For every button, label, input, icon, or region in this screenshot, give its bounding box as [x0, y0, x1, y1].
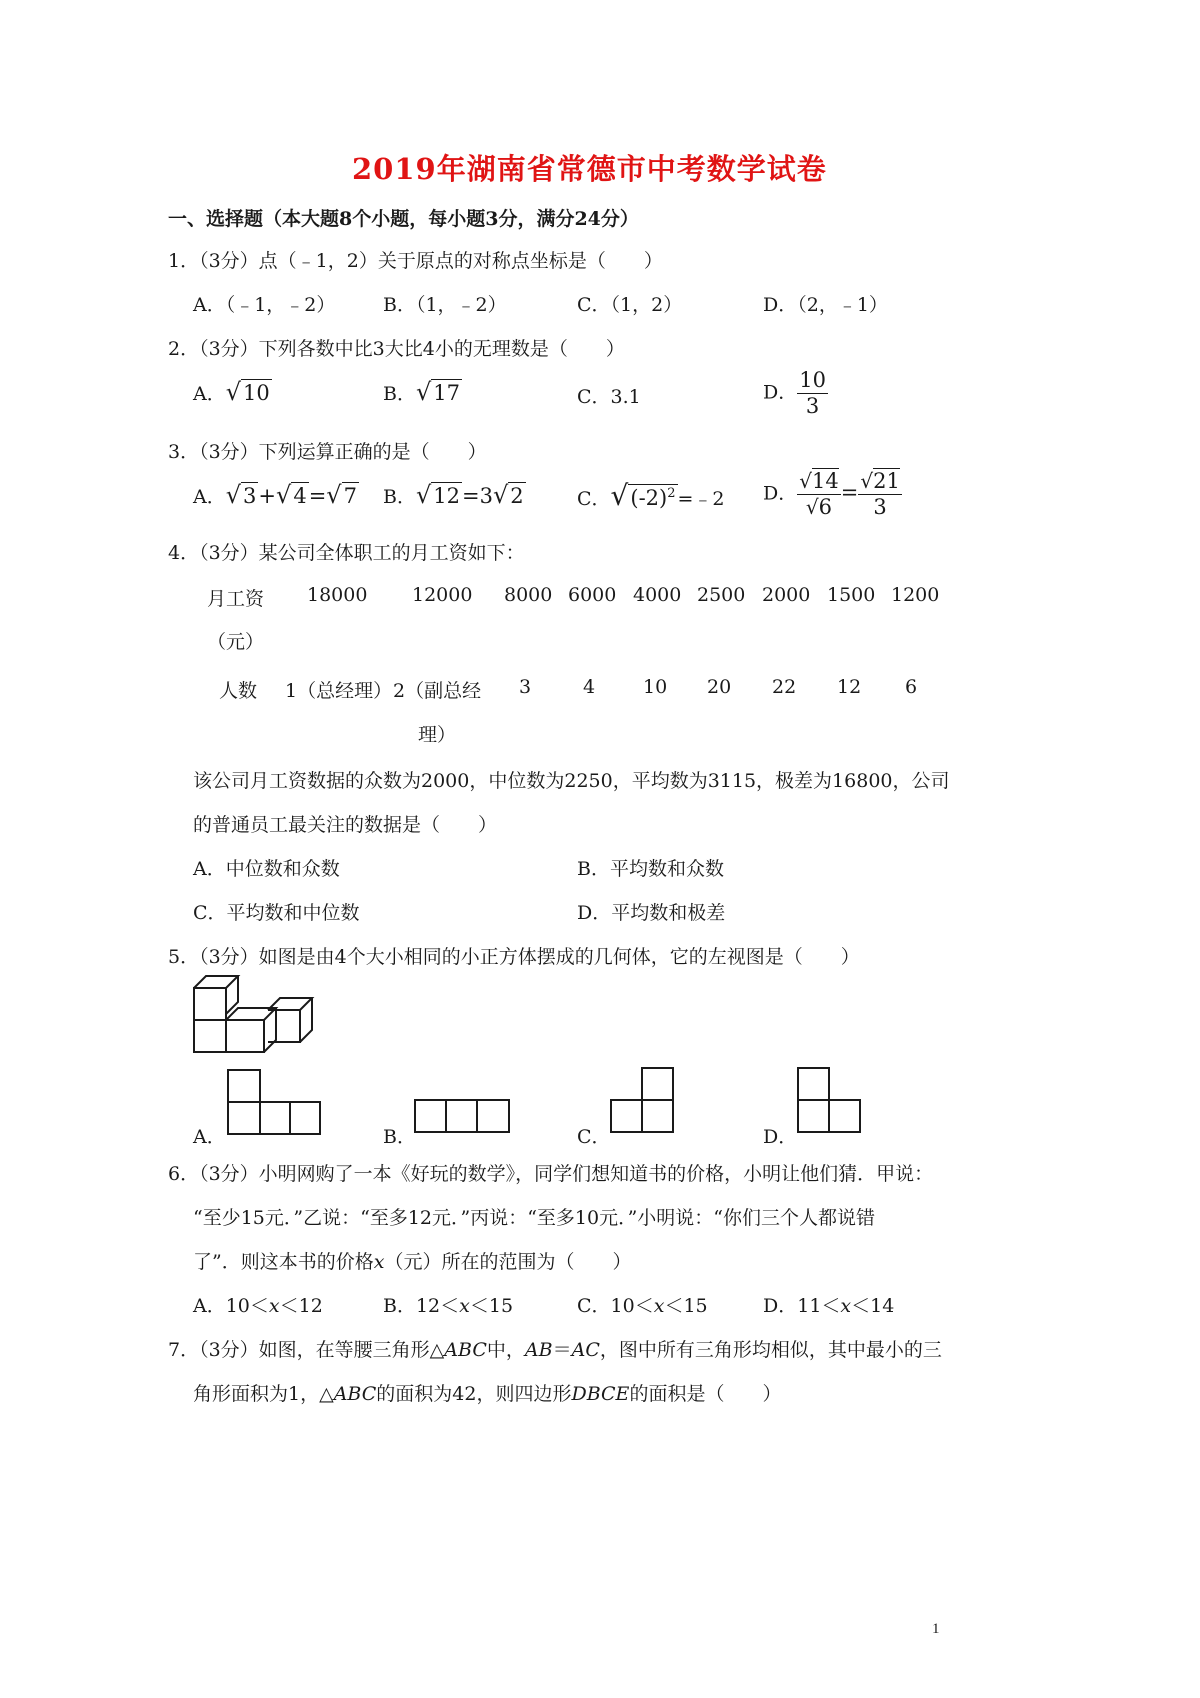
sqrt-17: √17 [415, 378, 460, 406]
q5-option-a-figure[interactable] [226, 1068, 322, 1136]
q4-option-d[interactable]: D．平均数和极差 [577, 902, 726, 924]
fraction-10-over-3: $\frac{10}{3}$ [799, 368, 826, 418]
q5-option-a[interactable]: A． [193, 1126, 226, 1148]
q3-option-d-label: D． [763, 482, 798, 505]
q1-stem: 1．（3分）点（﹣1，2）关于原点的对称点坐标是（ ） [168, 250, 663, 272]
q1-option-b[interactable]: B．（1，﹣2） [383, 294, 507, 316]
q6-option-d[interactable]: D．11＜x＜14 [763, 1295, 895, 1317]
equals-sign: = [840, 480, 859, 505]
salary-row-unit: （元） [207, 631, 265, 653]
page-title: 2019年湖南省常德市中考数学试卷 [352, 152, 827, 186]
sqrt-2: √2 [492, 481, 524, 509]
count-cell: 6 [905, 676, 918, 698]
sqrt-3: √3 [225, 481, 257, 509]
q4-body-line2: 的普通员工最关注的数据是（ ） [193, 814, 498, 836]
count-cell: 10 [643, 676, 668, 698]
count-cell: 20 [707, 676, 732, 698]
q5-option-b[interactable]: B． [383, 1126, 416, 1148]
salary-cell: 1500 [827, 584, 876, 606]
sqrt-12: √12 [415, 481, 460, 509]
q2-option-a-label: A． [193, 383, 226, 405]
q3-option-c-label: C． [577, 488, 611, 510]
count-cell-wrap: 理） [418, 724, 457, 746]
count-cell: 12 [837, 676, 862, 698]
sqrt-10: √10 [225, 378, 270, 406]
q5-stem: 5．（3分）如图是由4个大小相同的小正方体摆成的几何体，它的左视图是（ ） [168, 946, 860, 968]
fraction-sqrt14-over-sqrt6: $\frac{√14}{√6}$ [799, 469, 839, 519]
q5-option-b-figure[interactable] [413, 1098, 511, 1134]
section-heading: 一、选择题（本大题8个小题，每小题3分，满分24分） [168, 208, 639, 230]
q6-line1: 6．（3分）小明网购了一本《好玩的数学》，同学们想知道书的价格，小明让他们猜．甲说： [168, 1163, 934, 1185]
equals-3: =3 [462, 484, 493, 508]
q3-option-a[interactable] [193, 481, 359, 509]
cube-figure [190, 970, 322, 1056]
sqrt-4: √4 [276, 481, 307, 509]
q2-option-b-label: B． [383, 383, 416, 405]
count-cell: 4 [583, 676, 596, 698]
q6-line2: “至少15元．”乙说：“至多12元．”丙说：“至多10元．”小明说：“你们三个人都说错 [193, 1207, 876, 1229]
equals-sign: = [308, 484, 327, 508]
q1-option-c[interactable]: C．（1，2） [577, 294, 683, 316]
salary-cell: 6000 [568, 584, 617, 606]
plus-sign: + [258, 484, 277, 508]
q4-body-line1: 该公司月工资数据的众数为2000，中位数为2250，平均数为3115，极差为16800，公司 [193, 770, 950, 792]
salary-cell: 2500 [697, 584, 746, 606]
q6-option-a[interactable]: A．10＜x＜12 [193, 1295, 323, 1317]
q1-option-a[interactable]: A．（﹣1，﹣2） [193, 294, 336, 316]
count-cell: 1（总经理） [285, 680, 393, 702]
salary-cell: 2000 [762, 584, 811, 606]
q6-option-b[interactable]: B．12＜x＜15 [383, 1295, 514, 1317]
q4-option-a[interactable]: A．中位数和众数 [193, 858, 340, 880]
count-row-label: 人数 [219, 680, 258, 702]
q6-option-c[interactable]: C．10＜x＜15 [577, 1295, 708, 1317]
q3-option-d[interactable] [763, 471, 902, 518]
q2-option-d-label: D． [763, 381, 798, 404]
q7-line1: 7．（3分）如图，在等腰三角形△ABC中，AB＝AC，图中所有三角形均相似，其中最小的三 [168, 1339, 942, 1361]
salary-cell: 1200 [891, 584, 940, 606]
fraction-sqrt21-over-3: $\frac{√21}{3}$ [860, 469, 900, 519]
salary-row-label: 月工资 [207, 588, 265, 610]
count-cell: 3 [519, 676, 532, 698]
q2-stem: 2．（3分）下列各数中比3大比4小的无理数是（ ） [168, 338, 625, 360]
q6-line3: 了”．则这本书的价格x（元）所在的范围为（ ） [193, 1251, 632, 1273]
q2-option-a[interactable] [193, 378, 272, 406]
q4-option-c[interactable]: C．平均数和中位数 [193, 902, 360, 924]
equals-neg2: =﹣2 [677, 488, 725, 510]
q5-option-c[interactable]: C． [577, 1126, 611, 1148]
count-cell: 22 [772, 676, 797, 698]
var-x: x [373, 1251, 385, 1273]
q2-option-d[interactable] [763, 370, 828, 417]
q2-option-b[interactable] [383, 378, 462, 406]
q3-stem: 3．（3分）下列运算正确的是（ ） [168, 441, 487, 463]
salary-cell: 12000 [412, 584, 473, 606]
sqrt-7: √7 [326, 481, 357, 509]
q7-line2: 角形面积为1，△ABC的面积为42，则四边形DBCE的面积是（ ） [193, 1383, 782, 1405]
q5-option-d[interactable]: D． [763, 1126, 798, 1148]
q5-option-d-figure[interactable] [796, 1066, 862, 1134]
q3-option-a-label: A． [193, 486, 226, 508]
q4-option-b[interactable]: B．平均数和众数 [577, 858, 724, 880]
q2-option-c[interactable]: C．3.1 [577, 386, 641, 408]
count-cell: 2（副总经 [393, 680, 482, 702]
salary-cell: 18000 [307, 584, 368, 606]
salary-cell: 4000 [633, 584, 682, 606]
sqrt-neg2-squared: $√(-2)^2$ [610, 479, 676, 512]
salary-cell: 8000 [504, 584, 553, 606]
q4-stem: 4．（3分）某公司全体职工的月工资如下： [168, 542, 525, 564]
q3-option-b-label: B． [383, 486, 416, 508]
q1-option-d[interactable]: D．（2，﹣1） [763, 294, 888, 316]
q5-option-c-figure[interactable] [609, 1066, 675, 1134]
q3-option-c[interactable] [577, 479, 725, 512]
q3-option-b[interactable] [383, 481, 526, 509]
page-number: 1 [932, 1621, 940, 1637]
